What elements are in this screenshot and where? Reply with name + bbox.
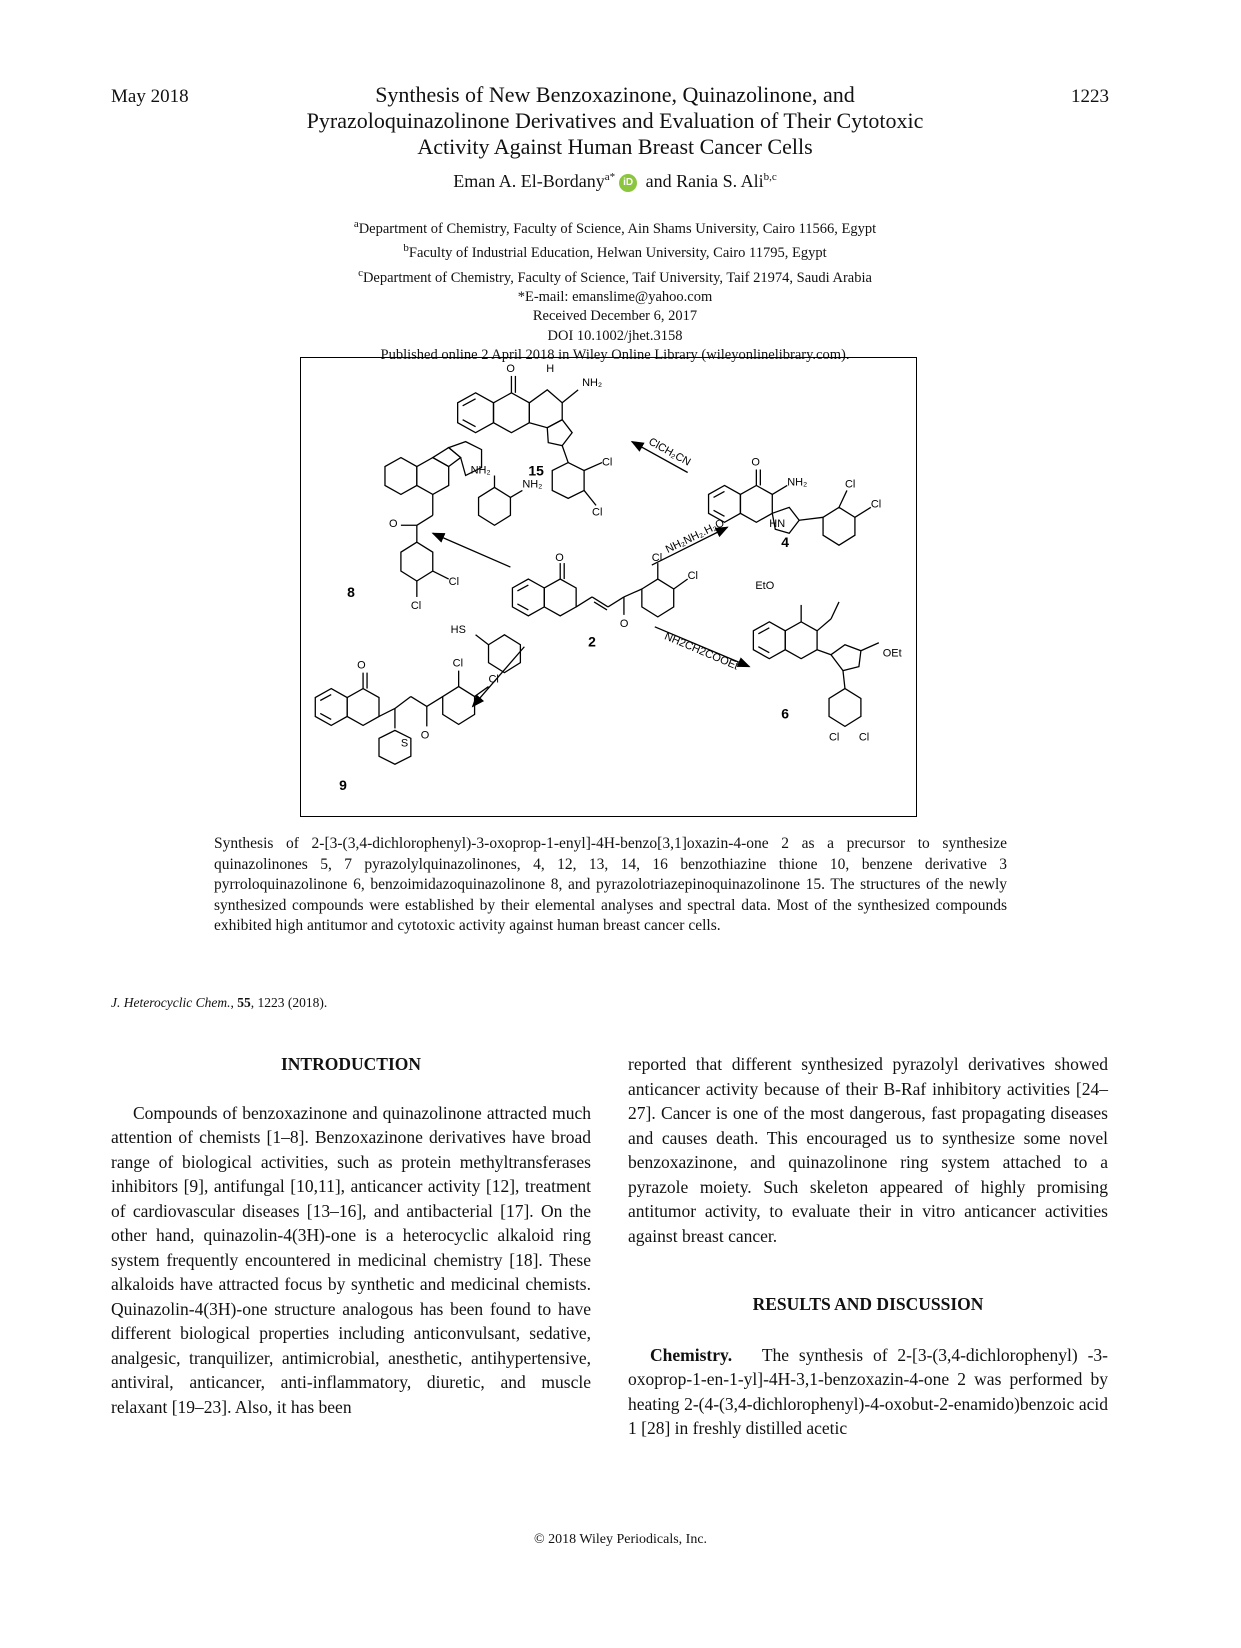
- svg-text:Cl: Cl: [687, 570, 698, 583]
- email[interactable]: *E-mail: emanslime@yahoo.com: [517, 288, 713, 305]
- intro-paragraph-continued: reported that different synthesized pyrazolyl derivatives showed anticancer activity because of their B-Raf inhibitory activities [24–27]. Cancer is one of the most dangerous, fast propagating diseases and causes death. This encouraged us to synthesize some novel benzoxazinone, and quinazolinone ring system attached to a pyrazole moiety. Such skeleton appeared of highly promising antitumor activity, to evaluate their in vitro anticancer activities against breast cancer.: [628, 1054, 1108, 1246]
- compound-9-structure: [315, 671, 488, 765]
- svg-text:O: O: [506, 362, 515, 375]
- graphical-abstract-scheme: [300, 357, 917, 817]
- compound-number: 8: [347, 583, 355, 600]
- compound-number: 6: [781, 705, 789, 722]
- reagent-label-4: NH₂NH₂.H₂O: [663, 517, 727, 556]
- affiliation: $^a$Department of Chemistry, Faculty of Science, Ain Shams University, Cairo 11566, Egypt: [353, 218, 877, 237]
- reagent-label-15: ClCH₂CN: [646, 435, 693, 469]
- author-name: Rania S. Ali: [676, 171, 764, 191]
- svg-text:Cl: Cl: [870, 498, 882, 511]
- svg-text:Cl: Cl: [844, 478, 856, 491]
- compound-number: 4: [781, 534, 789, 551]
- title-line: Synthesis of New Benzoxazinone, Quinazolinone, and: [375, 82, 855, 107]
- svg-text:O: O: [619, 617, 629, 630]
- svg-text:OEt: OEt: [882, 647, 902, 660]
- header-page-number: 1223: [1071, 86, 1109, 107]
- doi[interactable]: DOI 10.1002/jhet.3158: [547, 327, 683, 344]
- published-note: Published online 2 April 2018 in Wiley Online Library (wileyonlinelibrary.com).: [380, 347, 850, 364]
- section-heading-results: RESULTS AND DISCUSSION: [752, 1294, 984, 1314]
- compound-number: 15: [528, 462, 544, 479]
- author-affil-marker: a*: [604, 171, 616, 183]
- author-affil-marker: b,c: [763, 171, 777, 183]
- svg-text:O: O: [388, 518, 398, 531]
- svg-text:Cl: Cl: [448, 576, 460, 589]
- compound-number: 9: [339, 777, 347, 794]
- reagent-label-6: NH2CH2COOEt: [662, 630, 741, 673]
- svg-text:EtO: EtO: [755, 579, 775, 592]
- svg-text:NH₂: NH₂: [787, 476, 808, 489]
- svg-text:HN: HN: [769, 518, 786, 531]
- right-column: [628, 1052, 1108, 1441]
- affiliation: $^b$Faculty of Industrial Education, Helwan University, Cairo 11795, Egypt: [403, 242, 827, 262]
- compound-6-structure: [753, 602, 878, 726]
- left-column: [111, 1052, 591, 1419]
- compound-8-structure: [385, 442, 482, 597]
- svg-text:NH₂: NH₂: [470, 464, 491, 477]
- header-date: May 2018: [111, 86, 189, 107]
- svg-text:Cl: Cl: [488, 673, 499, 686]
- compound-number: 2: [588, 633, 596, 650]
- affiliations-block: [250, 215, 980, 366]
- svg-text:Cl: Cl: [602, 456, 613, 469]
- svg-text:Cl: Cl: [410, 599, 422, 612]
- author-conjunction: and: [645, 171, 672, 191]
- svg-text:Cl: Cl: [858, 731, 870, 744]
- copyright-footer: © 2018 Wiley Periodicals, Inc.: [533, 1532, 708, 1547]
- svg-text:H: H: [546, 362, 555, 375]
- affiliation: $^c$Department of Chemistry, Faculty of Science, Taif University, Taif 21974, Saudi Arabia: [358, 266, 872, 286]
- svg-text:Cl: Cl: [592, 506, 603, 519]
- article-title: [250, 82, 980, 160]
- svg-text:Cl: Cl: [651, 552, 663, 565]
- svg-text:O: O: [555, 552, 564, 565]
- reaction-arrows: [433, 442, 750, 707]
- title-line: Pyrazoloquinazolinone Derivatives and Evaluation of Their Cytotoxic: [306, 108, 924, 133]
- svg-text:O: O: [357, 659, 366, 672]
- intro-paragraph: Compounds of benzoxazinone and quinazolinone attracted much attention of chemists [1–8]. Benzoxazinone derivatives have broad range of biological activities, such as protein methyltransferases inhibitors [9], antifungal [10,11], anticancer activity [12], treatment of cardiovascular diseases [13–16], and antibacterial [17]. On the other hand, quinazolin-4(3H)-one is a heterocyclic alkaloid ring system frequently encountered in medicinal chemistry [18]. These alkaloids have attracted focus by synthetic and medicinal chemists. Quinazolin-4(3H)-one structure analogous has been found to have different biological properties including anticonvulsant, sedative, analgesic, tranquilizer, antimicrobial, anesthetic, antihypertensive, antiviral, anticancer, anti-inflammatory, diuretic, and muscle relaxant [19–23]. Also, it has been: [111, 1102, 591, 1417]
- title-line: Activity Against Human Breast Cancer Cells: [417, 134, 813, 159]
- svg-text:Cl: Cl: [452, 657, 464, 670]
- svg-text:O: O: [420, 729, 430, 742]
- author-line: [250, 171, 980, 192]
- author-name: Eman A. El-Bordany: [453, 171, 605, 191]
- svg-text:NH₂: NH₂: [522, 478, 543, 491]
- section-heading-introduction: INTRODUCTION: [280, 1054, 422, 1074]
- svg-text:NH₂: NH₂: [582, 376, 603, 389]
- orcid-icon[interactable]: iD: [619, 174, 637, 192]
- svg-text:Cl: Cl: [829, 731, 840, 744]
- received-date: Received December 6, 2017: [532, 308, 698, 325]
- reaction-scheme-svg: [301, 358, 916, 816]
- compound-2-structure: [512, 563, 687, 617]
- svg-text:HS: HS: [450, 623, 466, 636]
- svg-text:S: S: [400, 737, 409, 750]
- journal-reference: J. Heterocyclic Chem., 55, 1223 (2018).: [111, 995, 328, 1010]
- results-paragraph: Chemistry. The synthesis of 2-[3-(3,4-dichlorophenyl) -3-oxoprop-1-en-1-yl]-4H-3,1-benzoxazin-4-one 2 was performed by heating 2-(4-(3,4-dichlorophenyl)-4-oxobut-2-enamido)benzoic acid 1 [28] in freshly distilled acetic: [628, 1344, 1108, 1438]
- svg-text:O: O: [751, 456, 760, 469]
- abstract-text: Synthesis of 2-[3-(3,4-dichlorophenyl)-3-oxoprop-1-enyl]-4H-benzo[3,1]oxazin-4-one 2 as a precursor to synthesize quinazolinones 5, 7 pyrazolylquinazolinones, 4, 12, 13, 14, 16 benzothiazine thione 10, benzene derivative 3 pyrroloquinazolinone 6, benzoimidazoquinazolinone 8, and pyrazolotriazepinoquinazolinone 15. The structures of the newly synthesized compounds were established by their elemental analyses and spectral data. Most of the synthesized compounds exhibited high antitumor and cytotoxic activity against human breast cancer cells.: [214, 835, 1007, 934]
